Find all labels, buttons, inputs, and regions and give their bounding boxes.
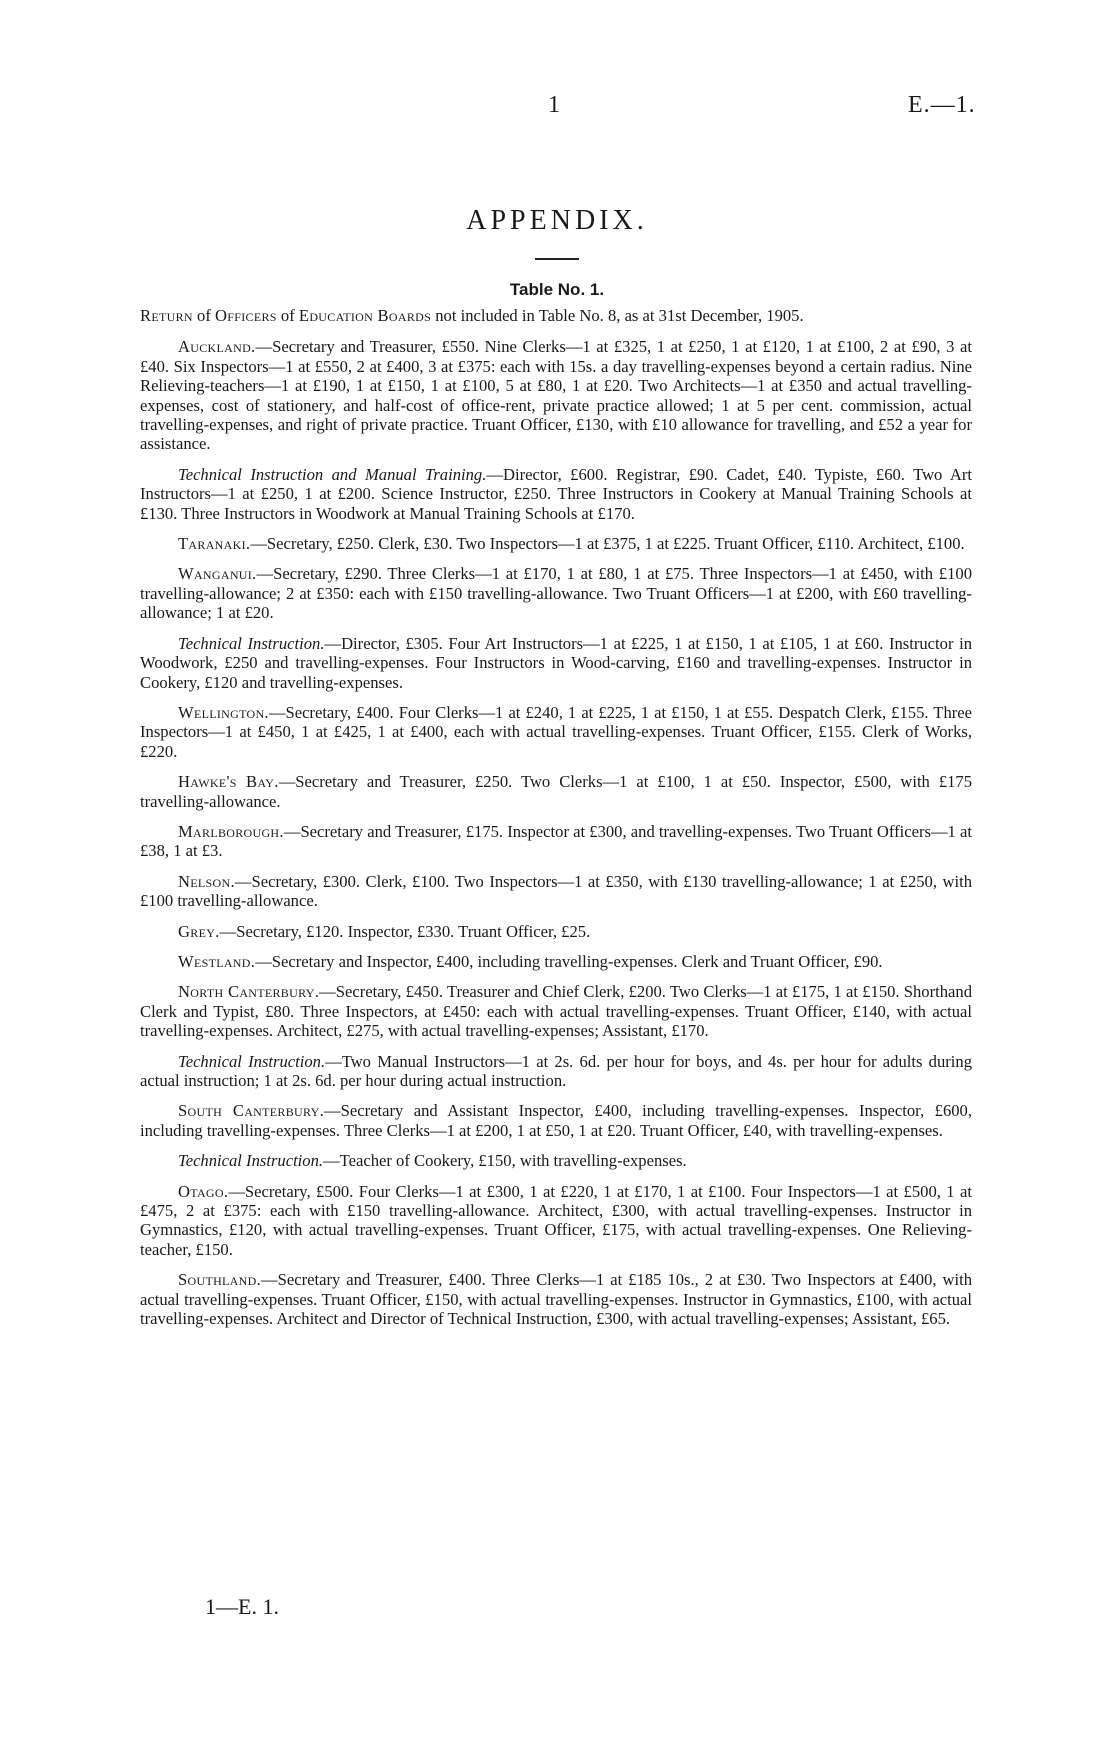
entry-auckland-technical: [140, 465, 972, 523]
entry-text: —Secretary, £250. Clerk, £30. Two Inspectors—1 at £375, 1 at £225. Truant Officer, £110. Architect, £100.: [250, 534, 965, 554]
entry-text: —Secretary, £400. Four Clerks—1 at £240, 1 at £225, 1 at £150, 1 at £55. Despatch Clerk, £155. Three Inspectors—1 at £450, 1 at £425, 1 at £400, each with actual travelling-expenses. Truant Officer, £155. Clerk of Works, £220.: [140, 702, 972, 761]
entry-text: —Secretary and Treasurer, £250. Two Clerks—1 at £100, 1 at £50. Inspector, £500, with £175 travelling-allowance.: [140, 772, 973, 811]
entry-nelson: [140, 872, 972, 911]
entry-heading: Wellington.: [178, 702, 269, 722]
caption-word-boards: Education Boards: [298, 306, 432, 325]
entry-southland: [140, 1270, 972, 1328]
entry-heading: Nelson.: [178, 871, 235, 891]
entry-north-canterbury: [140, 982, 972, 1040]
entry-text: —Two Manual Instructors—1 at 2s. 6d. per hour for boys, and 4s. per hour for adults during actual instruction; 1 at 2s. 6d. per hour during actual instruction.: [140, 1051, 972, 1090]
entry-heading: Southland.: [178, 1270, 262, 1290]
entry-text: —Secretary, £290. Three Clerks—1 at £170, 1 at £80, 1 at £75. Three Inspectors—1 at £450, with £100 travelling-allowance; 2 at £350: each with £150 travelling-allowance. Two Truant Officers—1 at £200, with £60 travelling-allowance; 1 at £20.: [140, 564, 972, 623]
entry-heading: Westland.: [178, 951, 256, 971]
entry-text: —Secretary and Treasurer, £550. Nine Clerks—1 at £325, 1 at £250, 1 at £120, 1 at £100, 2 at £90, 3 at £40. Six Inspectors—1 at £550, 2 at £400, 3 at £375: each with 15s. a day travelling-expenses beyond a certain radius. Nine Relieving-teachers—1 at £190, 1 at £150, 1 at £100, 5 at £80, 1 at £20. Two Architects—1 at £350 and actual travelling-expenses, cost of stationery, and half-cost of office-rent, private practice allowed; 1 at 5 per cent. commission, actual travelling-expenses, and right of private practice. Truant Officer, £130, with £10 allowance for travelling, and £52 a year for assistance.: [140, 337, 972, 454]
entry-text: —Director, £305. Four Art Instructors—1 at £225, 1 at £150, 1 at £105, 1 at £60. Instructor in Woodwork, £250 and travelling-expenses. Four Instructors in Wood-carving, £160 and travelling-expenses. Instructor in Cookery, £120 and travelling-expenses.: [140, 633, 972, 692]
entry-otago: [140, 1182, 972, 1260]
document-body: [140, 306, 972, 1328]
document-code: E.—1.: [908, 92, 976, 118]
entry-south-canterbury: [140, 1101, 972, 1140]
entry-wellington: [140, 703, 972, 761]
entry-heading: North Canterbury.: [178, 982, 320, 1002]
entry-hawkes-bay: [140, 772, 972, 811]
caption-word-of-2: of: [280, 306, 295, 325]
entry-north-canterbury-technical: [140, 1052, 972, 1091]
footer-signature: 1—E. 1.: [205, 1594, 279, 1619]
entry-heading: Technical Instruction.: [178, 633, 325, 653]
caption-word-return: Return: [140, 306, 193, 325]
page-title: APPENDIX.: [466, 205, 648, 236]
entry-text: —Secretary, £120. Inspector, £330. Truant Officer, £25.: [219, 921, 591, 941]
entry-text: —Secretary and Inspector, £400, including travelling-expenses. Clerk and Truant Officer, £90.: [255, 951, 883, 971]
entry-westland: [140, 952, 972, 971]
entry-heading: Hawke's Bay.: [178, 772, 279, 792]
entry-heading: Auckland.: [178, 337, 256, 357]
entry-text: —Secretary and Treasurer, £175. Inspector at £300, and travelling-expenses. Two Truant Officers—1 at £38, 1 at £3.: [140, 821, 972, 861]
entry-text: —Secretary, £300. Clerk, £100. Two Inspectors—1 at £350, with £130 travelling-allowance; 1 at £250, with £100 travelling-allowance.: [140, 871, 972, 911]
entry-text: —Secretary and Assistant Inspector, £400, including travelling-expenses. Inspector, £600, including travelling-expenses. Three Clerks—1 at £200, 1 at £50, 1 at £20. Truant Officer, £40, with travelling-expenses.: [140, 1101, 972, 1140]
entry-grey: [140, 922, 972, 941]
entry-heading: Technical Instruction and Manual Training.: [178, 464, 487, 484]
entry-text: —Secretary, £450. Treasurer and Chief Clerk, £200. Two Clerks—1 at £175, 1 at £150. Shorthand Clerk and Typist, £80. Three Inspectors, at £450: each with actual travelling-expenses. Truant Officer, £140, with actual travelling-expenses. Architect, £275, with actual travelling-expenses; Assistant, £170.: [140, 982, 972, 1041]
entry-wanganui-technical: [140, 634, 972, 692]
entry-heading: Taranaki.: [178, 534, 251, 554]
caption-rest: not included in Table No. 8, as at 31st December, 1905.: [435, 306, 804, 325]
entry-text: —Secretary and Treasurer, £400. Three Clerks—1 at £185 10s., 2 at £30. Two Inspectors at £400, with actual travelling-expenses. Truant Officer, £150, with actual travelling-expenses. Instructor in Gymnastics, £100, with actual travelling-expenses. Architect and Director of Technical Instruction, £300, with actual travelling-expenses; Assistant, £65.: [140, 1270, 972, 1329]
entry-heading: Wanganui.: [178, 564, 257, 584]
entry-wanganui: [140, 564, 972, 622]
entry-auckland: [140, 337, 972, 453]
entry-text: —Director, £600. Registrar, £90. Cadet, £40. Typiste, £60. Two Art Instructors—1 at £250, 1 at £200. Science Instructor, £250. Three Instructors in Cookery at Manual Training Schools at £130. Three Instructors in Woodwork at Manual Training Schools at £170.: [140, 464, 973, 523]
entry-text: —Teacher of Cookery, £150, with travelling-expenses.: [323, 1151, 687, 1171]
caption-word-officers: Officers: [215, 306, 277, 325]
entry-heading: Marlborough.: [178, 821, 284, 841]
entry-heading: Grey.: [178, 921, 220, 941]
entry-taranaki: [140, 534, 972, 553]
entry-text: —Secretary, £500. Four Clerks—1 at £300, 1 at £220, 1 at £170, 1 at £100. Four Inspectors—1 at £500, 1 at £475, 2 at £375: each with £150 travelling-allowance. Architect, £300, with actual travelling-expenses. Instructor in Gymnastics, £120, with actual travelling-expenses. Truant Officer, £175, with actual travelling-expenses. One Relieving-teacher, £150.: [140, 1181, 972, 1259]
entry-heading: Otago.: [178, 1181, 229, 1201]
page-number: 1: [548, 92, 560, 118]
table-number: Table No. 1.: [509, 280, 605, 299]
entry-heading: Technical Instruction.: [178, 1051, 326, 1071]
title-rule: [535, 258, 579, 260]
entry-marlborough: [140, 822, 972, 861]
table-caption: [140, 306, 972, 325]
entry-south-canterbury-technical: [140, 1151, 972, 1170]
entry-heading: South Canterbury.: [178, 1101, 325, 1121]
caption-word-of: of: [197, 306, 211, 325]
entry-heading: Technical Instruction.: [178, 1151, 324, 1171]
